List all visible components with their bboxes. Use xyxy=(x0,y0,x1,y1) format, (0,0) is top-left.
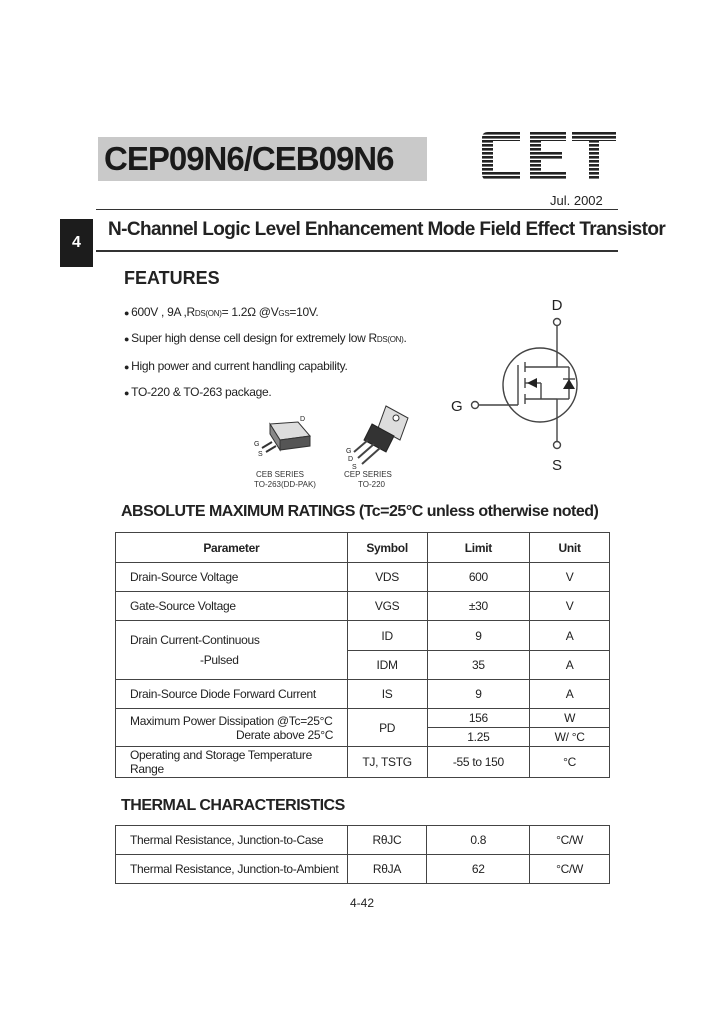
feature-item: ● High power and current handling capability. xyxy=(124,359,348,373)
arrow-icon xyxy=(527,378,537,388)
page-number: 4-42 xyxy=(350,896,375,910)
table-row: IDM 35 A xyxy=(116,651,610,680)
pin-label: D xyxy=(348,456,354,463)
feature-item: ● Super high dense cell design for extremely low RDS(ON). xyxy=(124,331,407,345)
pin-label: D xyxy=(300,416,306,423)
ratings-table xyxy=(115,532,610,778)
feature-item: ● TO-220 & TO-263 package. xyxy=(124,385,272,399)
package-name-label: TO-220 xyxy=(358,480,385,489)
feature-item: ● 600V , 9A ,RDS(ON)= 1.2Ω @VGS=10V. xyxy=(124,305,319,319)
revision-date: Jul. 2002 xyxy=(550,193,603,208)
pin-label: G xyxy=(254,441,260,448)
cet-logo xyxy=(480,128,620,188)
features-heading: FEATURES xyxy=(124,268,220,288)
package-series-label: CEB SERIES xyxy=(256,470,305,479)
to263-package-image xyxy=(250,412,320,462)
gate-label: G xyxy=(451,398,463,415)
table-row: Drain-Source Diode Forward Current IS 9 A xyxy=(116,680,610,709)
ratings-heading: ABSOLUTE MAXIMUM RATINGS (Tc=25°C unless otherwise noted) xyxy=(121,503,599,520)
divider xyxy=(96,209,618,210)
thermal-heading: THERMAL CHARACTERISTICS xyxy=(121,797,345,814)
chapter-tab: 4 xyxy=(60,219,93,267)
table-row: Operating and Storage Temperature Range TJ, TSTG -55 to 150 °C xyxy=(116,747,610,778)
thermal-table xyxy=(115,825,610,884)
divider xyxy=(96,250,618,252)
drain-label: D xyxy=(551,297,563,314)
bullet-icon: ● xyxy=(124,308,130,318)
pin-label: G xyxy=(346,448,352,455)
document-subtitle: N-Channel Logic Level Enhancement Mode Field Effect Transistor xyxy=(108,219,666,240)
to220-package-image xyxy=(338,400,418,470)
diode-icon xyxy=(563,379,575,389)
package-series-label: CEP SERIES xyxy=(344,470,392,479)
table-row: 1.25 W/ °C xyxy=(116,728,610,747)
part-title: CEP09N6/CEB09N6 xyxy=(104,140,394,177)
table-row: Gate-Source Voltage VGS ±30 V xyxy=(116,592,610,621)
column-header: Symbol xyxy=(347,533,427,563)
table-row: Thermal Resistance, Junction-to-Case RθJC 0.8 °C/W xyxy=(116,826,610,855)
bullet-icon: ● xyxy=(124,334,130,344)
package-name-label: TO-263(DD-PAK) xyxy=(254,480,316,489)
pin-label: S xyxy=(352,464,357,470)
table-row: Maximum Power Dissipation @Tc=25°C Derate above 25°C PD 156 W xyxy=(116,709,610,728)
mosfet-schematic xyxy=(445,292,605,477)
bullet-icon: ● xyxy=(124,362,130,372)
column-header: Unit xyxy=(530,533,610,563)
table-row: Drain-Source Voltage VDS 600 V xyxy=(116,563,610,592)
table-header-row xyxy=(116,533,610,563)
table-row: Thermal Resistance, Junction-to-Ambient RθJA 62 °C/W xyxy=(116,855,610,884)
table-row: Drain Current-Continuous -Pulsed ID 9 A xyxy=(116,621,610,651)
logo-text: CET xyxy=(480,128,482,129)
source-label: S xyxy=(551,457,563,474)
pin-label: S xyxy=(258,451,263,458)
bullet-icon: ● xyxy=(124,388,130,398)
column-header: Limit xyxy=(427,533,530,563)
column-header: Parameter xyxy=(116,533,348,563)
